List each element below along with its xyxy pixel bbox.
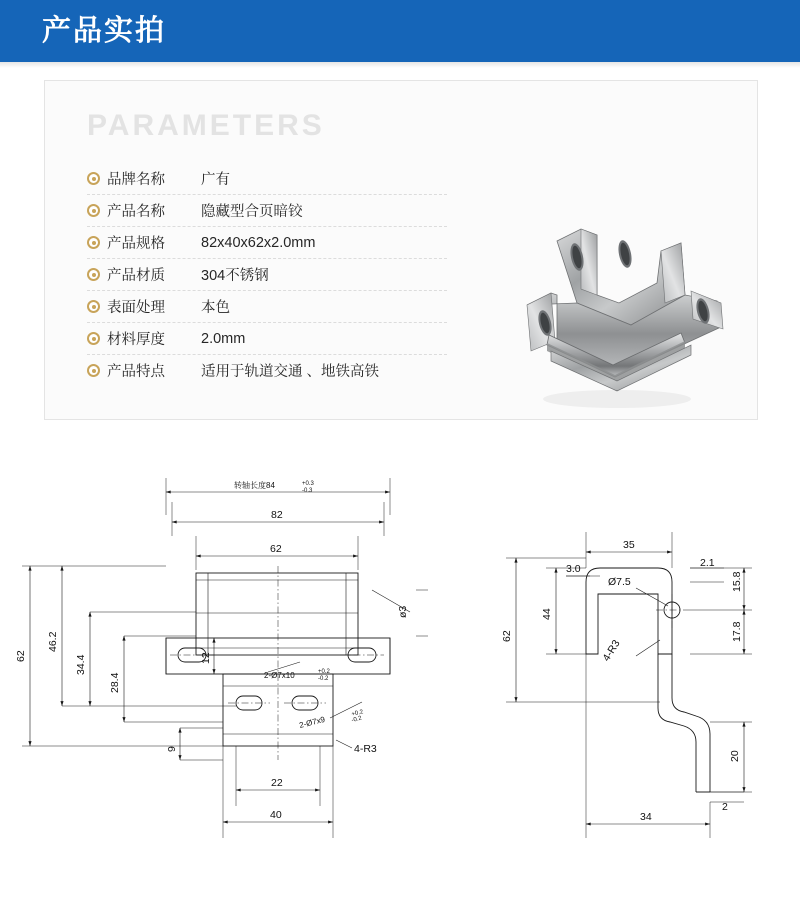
drawings-svg [0,440,800,900]
parameters-panel [44,80,758,420]
front-view-drawing [15,478,428,838]
svg-text:+0.2: +0.2 [351,709,364,718]
parameter-value: 2.0mm [201,330,246,347]
dim-22: 22 [271,777,283,789]
dim-dia3: ø3 [397,605,409,618]
dim-28-4: 28.4 [109,672,121,693]
page-title: 产品实拍 [42,15,167,47]
dim-15-8: 15.8 [731,571,743,592]
parameter-value: 隐藏型合页暗铰 [201,204,303,220]
dim-44: 44 [541,608,553,620]
note-hole-1: 2-Ø7x10 [264,671,295,680]
list-item [87,291,447,323]
list-item [87,163,447,195]
parameter-value: 适用于轨道交通 、地铁高铁 [201,364,380,380]
bullet-icon [87,172,100,185]
side-view-hole [656,594,690,628]
parameters-watermark: PARAMETERS [87,109,325,142]
note-radius-side: 4-R3 [600,637,623,664]
dim-dia-7-5: Ø7.5 [608,576,631,588]
header-shadow [0,62,800,68]
front-view-slot-lower-right [284,696,326,710]
bullet-icon [87,332,100,345]
dim-40: 40 [270,809,282,821]
parameter-value: 本色 [201,300,230,316]
dim-12: 12 [200,652,212,664]
dim-34-4: 34.4 [75,654,87,675]
product-photo [485,199,745,429]
parameter-label: 品牌名称 [107,172,165,188]
front-view-slot-lower-left [228,696,270,710]
parameter-value: 304不锈钢 [201,268,269,284]
bullet-icon [87,204,100,217]
dim-2-1: 2.1 [700,557,715,569]
side-view-drawing [501,532,752,838]
bullet-icon [87,300,100,313]
parameter-label: 产品名称 [107,204,165,220]
note-radius-front: 4-R3 [354,743,377,755]
parameter-label: 产品材质 [107,268,165,284]
bullet-icon [87,364,100,377]
bullet-icon [87,268,100,281]
svg-text:-0.2: -0.2 [351,715,363,724]
technical-drawings [0,440,800,900]
dim-62-inner: 62 [270,543,282,555]
bullet-icon [87,236,100,249]
note-hole-2: 2-Ø7x9 [298,714,326,730]
parameter-label: 产品特点 [107,364,165,380]
parameter-value: 82x40x62x2.0mm [201,234,316,251]
dim-3-0: 3.0 [566,563,581,575]
svg-text:+0.2: +0.2 [318,669,330,675]
dim-35: 35 [623,539,635,551]
dim-17-8: 17.8 [731,621,743,642]
list-item [87,355,447,386]
dim-46-2: 46.2 [47,631,59,652]
dim-2: 2 [722,801,728,813]
dim-62-side: 62 [501,630,513,642]
svg-text:-0.2: -0.2 [318,676,329,682]
dim-shaft-length: 转轴长度84 [234,481,275,490]
dim-20: 20 [729,750,741,762]
parameters-list [87,163,447,386]
list-item [87,227,447,259]
parameter-label: 产品规格 [107,236,165,252]
parameter-label: 材料厚度 [107,332,165,348]
parameter-label: 表面处理 [107,300,165,316]
dim-62-left: 62 [15,650,27,662]
svg-text:-0.3: -0.3 [302,488,313,494]
section-divider [44,436,756,437]
dim-9: 9 [166,746,178,752]
svg-text:+0.3: +0.3 [302,481,314,487]
dim-82: 82 [271,509,283,521]
list-item [87,195,447,227]
list-item [87,259,447,291]
front-view-slot-right [340,648,384,662]
dim-34: 34 [640,811,652,823]
list-item [87,323,447,355]
parameter-value: 广有 [201,172,230,188]
